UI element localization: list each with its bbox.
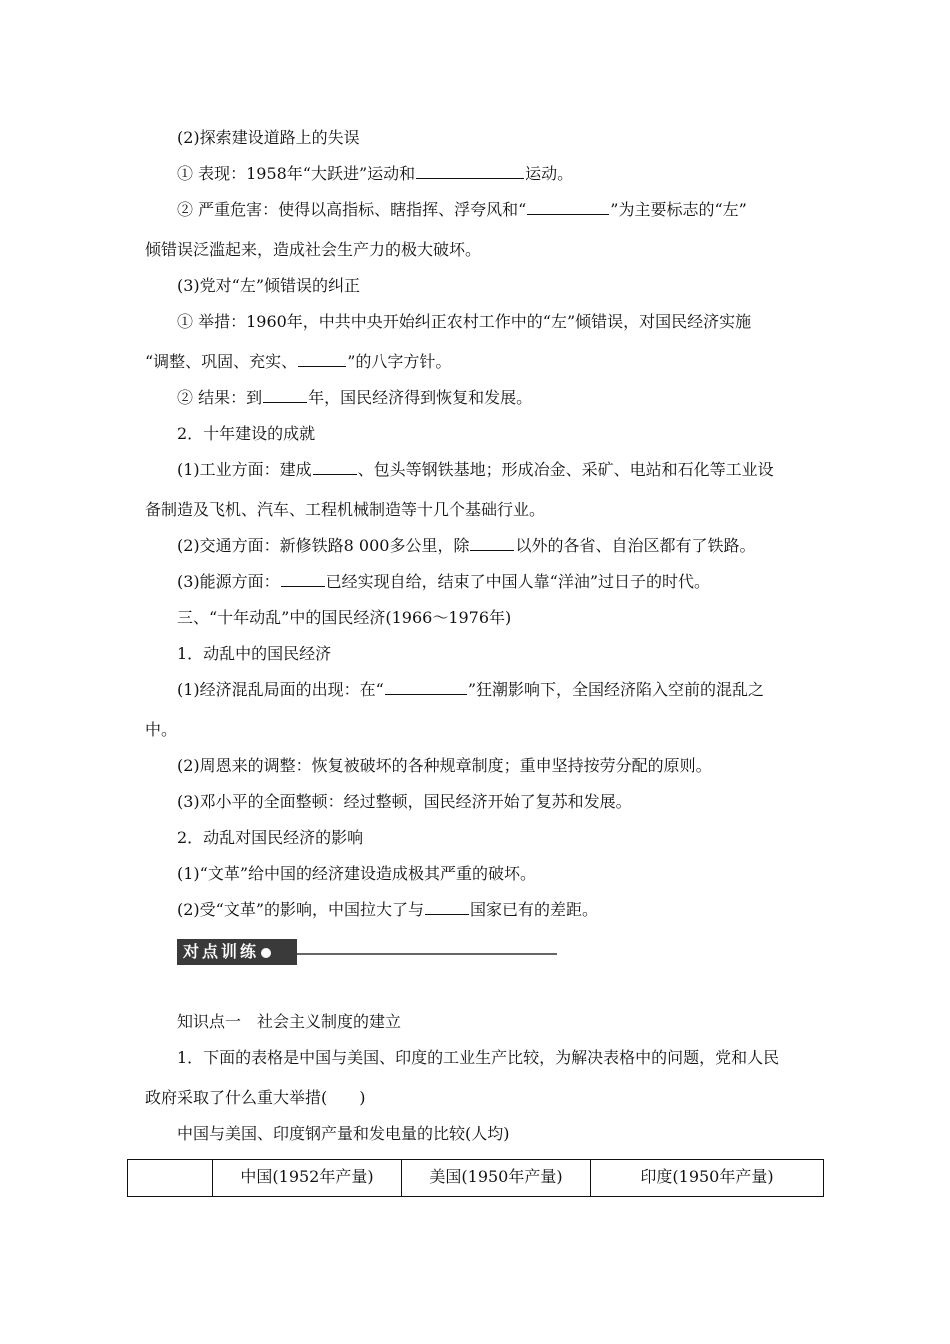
text-line: ① 举措：1960年，中共中央开始纠正农村工作中的“左”倾错误，对国民经济实施: [177, 312, 752, 331]
banner-rule: [297, 953, 557, 955]
practice-banner-label: 对点训练: [177, 939, 297, 965]
fill-blank: [263, 387, 307, 403]
text-line: (2)受“文革”的影响，中国拉大了与 国家已有的差距。: [177, 900, 599, 919]
table-header-row: [128, 1160, 824, 1197]
subheading-mistakes: (2)探索建设道路上的失误: [177, 128, 360, 147]
text-line: (3)能源方面： 已经实现自给，结束了中国人靠“洋油”过日子的时代。: [177, 572, 711, 591]
knowledge-point-title: 知识点一 社会主义制度的建立: [177, 1012, 402, 1031]
fill-blank: [470, 535, 514, 551]
subheading-impact: 2．动乱对国民经济的影响: [177, 828, 364, 847]
text-line: ① 表现：1958年“大跃进”运动和 运动。: [177, 164, 574, 183]
fill-blank: [281, 571, 325, 587]
fill-blank: [425, 899, 469, 915]
fill-blank: [313, 459, 357, 475]
fill-blank: [385, 679, 467, 695]
fill-blank: [527, 199, 609, 215]
text-line: “调整、巩固、充实、 ”的八字方针。: [145, 352, 452, 371]
table-title: 中国与美国、印度钢产量和发电量的比较(人均): [177, 1124, 510, 1143]
text-line: (1)“文革”给中国的经济建设造成极其严重的破坏。: [177, 864, 537, 883]
dot-icon: [261, 948, 271, 958]
text-line: ② 结果：到 年，国民经济得到恢复和发展。: [177, 388, 533, 407]
fill-blank: [298, 351, 346, 367]
text-line: (2)周恩来的调整：恢复被破坏的各种规章制度；重申坚持按劳分配的原则。: [177, 756, 712, 775]
fill-blank: [416, 163, 524, 179]
table-header-cell: 中国(1952年产量): [213, 1160, 402, 1197]
text-line: (1)工业方面：建成 、包头等钢铁基地；形成冶金、采矿、电站和石化等工业设: [177, 460, 774, 479]
table-header-cell: [128, 1160, 213, 1197]
subheading-economy: 1．动乱中的国民经济: [177, 644, 332, 663]
subheading-correction: (3)党对“左”倾错误的纠正: [177, 276, 361, 295]
text-line: 中。: [145, 720, 178, 739]
table-header-cell: 印度(1950年产量): [591, 1160, 824, 1197]
text-line: (1)经济混乱局面的出现：在“ ”狂潮影响下，全国经济陷入空前的混乱之: [177, 680, 765, 699]
table-header-cell: 美国(1950年产量): [402, 1160, 591, 1197]
comparison-table: [127, 1159, 824, 1197]
question-text: 政府采取了什么重大举措( ): [145, 1088, 366, 1107]
text-line: 备制造及飞机、汽车、工程机械制造等十几个基础行业。: [145, 500, 546, 519]
section-heading-turmoil: 三、“十年动乱”中的国民经济(1966～1976年): [177, 608, 512, 627]
question-text: 1．下面的表格是中国与美国、印度的工业生产比较，为解决表格中的问题，党和人民: [177, 1048, 780, 1067]
text-line: ② 严重危害：使得以高指标、瞎指挥、浮夸风和“ ”为主要标志的“左”: [177, 200, 747, 219]
subheading-achievements: 2．十年建设的成就: [177, 424, 316, 443]
text-line: (2)交通方面：新修铁路8 000多公里，除 以外的各省、自治区都有了铁路。: [177, 536, 756, 555]
text-line: 倾错误泛滥起来，造成社会生产力的极大破坏。: [145, 240, 482, 259]
text-line: (3)邓小平的全面整顿：经过整顿，国民经济开始了复苏和发展。: [177, 792, 632, 811]
